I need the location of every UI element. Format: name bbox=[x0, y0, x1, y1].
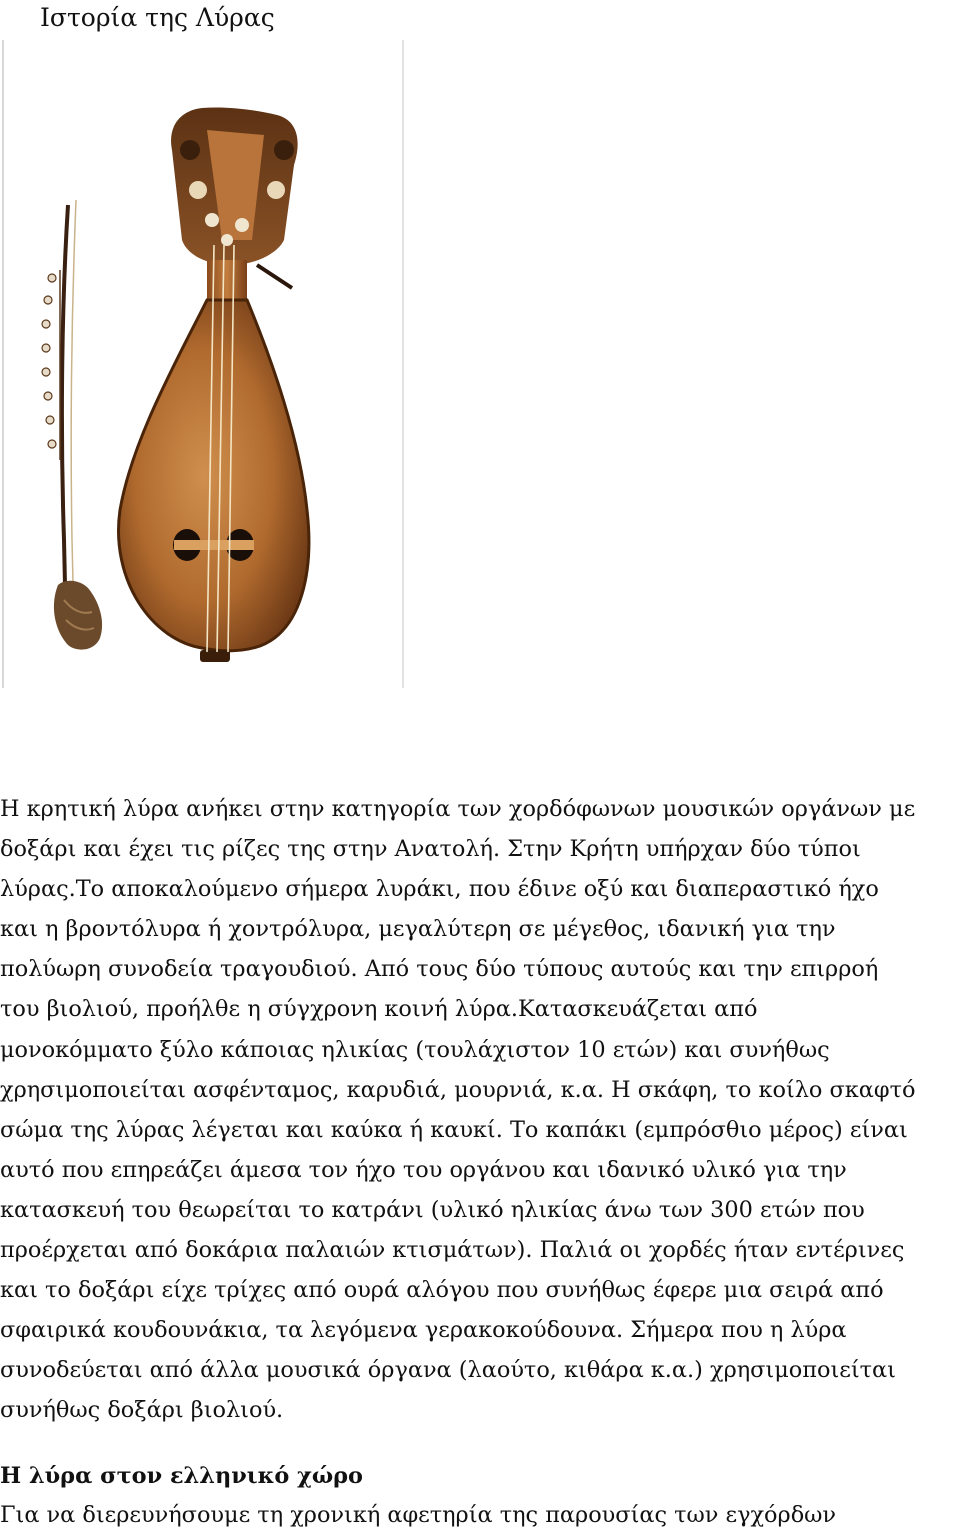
section-heading: Η λύρα στον ελληνικό χώρο bbox=[0, 1463, 363, 1489]
section-intro-line: Για να διερευνήσουμε τη χρονική αφετηρία της παρουσίας των εγχόρδων bbox=[0, 1502, 837, 1528]
bow bbox=[42, 200, 102, 650]
body-line: πολύωρη συνοδεία τραγουδιού. Από τους δύο τύπους αυτούς και την επιρροή bbox=[0, 956, 879, 983]
body-line: συνοδεύεται από άλλα μουσικά όργανα (λαούτο, κιθάρα κ.α.) χρησιμοποιείται bbox=[0, 1357, 896, 1384]
body-line: χρησιμοποιείται ασφένταμος, καρυδιά, μουρνιά, κ.α. Η σκάφη, το κοίλο σκαφτό bbox=[0, 1076, 916, 1103]
body-line: σφαιρικά κουδουνάκια, τα λεγόμενα γερακοκούδουνα. Σήμερα που η λύρα bbox=[0, 1317, 847, 1344]
body-line: λύρας.Το αποκαλούμενο σήμερα λυράκι, που έδινε οξύ και διαπεραστικό ήχο bbox=[0, 876, 879, 903]
lyra-photo bbox=[2, 40, 404, 688]
body-line: μονοκόμματο ξύλο κάποιας ηλικίας (τουλάχιστον 10 ετών) και συνήθως bbox=[0, 1036, 830, 1063]
body-line: Η κρητική λύρα ανήκει στην κατηγορία των χορδόφωνων μουσικών οργάνων με bbox=[0, 796, 916, 822]
document-title: Ιστορία της Λύρας bbox=[40, 3, 275, 32]
body-line: συνήθως δοξάρι βιολιού. bbox=[0, 1397, 284, 1424]
body-line: αυτό που επηρεάζει άμεσα τον ήχο του οργάνου και ιδανικό υλικό για την bbox=[0, 1156, 847, 1183]
body-line: προέρχεται από δοκάρια παλαιών κτισμάτων). Παλιά οι χορδές ήταν εντέρινες bbox=[0, 1237, 905, 1264]
lyra-body bbox=[119, 300, 309, 662]
body-line: κατασκευή του θεωρείται το κατράνι (υλικό ηλικίας άνω των 300 ετών που bbox=[0, 1196, 865, 1223]
body-line: και το δοξάρι είχε τρίχες από ουρά αλόγου που συνήθως έφερε μια σειρά από bbox=[0, 1277, 884, 1304]
body-line: σώμα της λύρας λέγεται και καύκα ή καυκί. Το καπάκι (εμπρόσθιο μέρος) είναι bbox=[0, 1116, 908, 1143]
body-line: του βιολιού, προήλθε η σύγχρονη κοινή λύρα.Κατασκευάζεται από bbox=[0, 996, 758, 1023]
body-paragraph bbox=[0, 789, 960, 1431]
body-line: δοξάρι και έχει τις ρίζες της στην Ανατολή. Στην Κρήτη υπήρχαν δύο τύποι bbox=[0, 836, 861, 863]
body-line: και η βροντόλυρα ή χοντρόλυρα, μεγαλύτερη σε μέγεθος, ιδανική για την bbox=[0, 916, 836, 943]
